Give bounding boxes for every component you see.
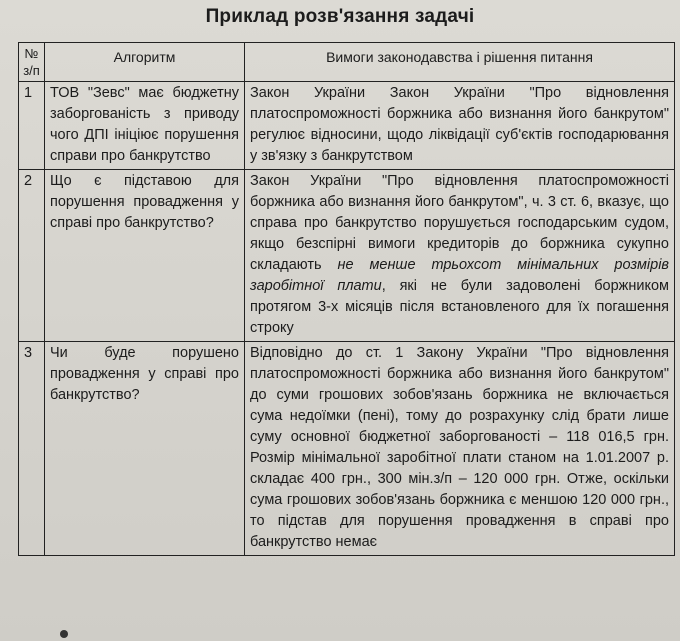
row-requirements: Відповідно до ст. 1 Закону України "Про відновлення платоспроможності боржника або визнання його банкрутом" до суми грошових зобов'язань боржника не включається сума недоїмки (пені), тому до розрахунку слід брати лише суму основної бюджетної заборгованості – 118 016,5 грн. Розмір мінімальної заробітної плати станом на 1.01.2007 р. складає 400 грн., 300 мін.з/п – 120 000 грн. Отже, оскільки сума грошових зобов'язань боржника є меншою 120 000 грн., то підстав для порушення провадження в справі про банкрутство немає [245,342,675,556]
requirements-text-start: Закон України "Про відновлення платоспроможності боржника або визнання його банкрутом", ч. 3 ст. 6, вказує, що справа про банкрутство порушується господарським судом, якщо безспірні вимоги кредиторів до боржника сукупно складають [250,173,669,273]
header-number-symbol: № [24,46,39,61]
requirements-text-end: , які не були задоволені боржником протягом 3-х місяців після встановленого для їх погашення строку [250,278,669,336]
header-algorithm: Алгоритм [45,43,245,82]
row-requirements: Закон України Закон України "Про відновлення платоспроможності боржника або визнання його банкрутом" регулює відносини, щодо ліквідації суб'єктів господарювання у зв'язку з банкрутством [245,82,675,170]
requirements-emphasis: не менше трьохсот мінімальних розмірів заробітної плати [250,257,669,294]
row-number: 1 [19,82,45,170]
table-header-row [19,43,675,82]
table-row [19,170,675,342]
table-row [19,82,675,170]
table-row [19,342,675,556]
row-algorithm: Що є підставою для порушення провадження у справі про банкрутство? [45,170,245,342]
page-title: Приклад розв'язання задачі [205,6,475,27]
header-number [19,43,45,82]
solution-table [18,42,675,556]
header-number-abbr: з/п [23,63,40,78]
row-requirements [245,170,675,342]
row-algorithm: Чи буде порушено провадження у справі про банкрутство? [45,342,245,556]
row-number: 2 [19,170,45,342]
header-requirements: Вимоги законодавства і рішення питання [245,43,675,82]
bullet-mark [60,630,68,638]
row-number: 3 [19,342,45,556]
row-algorithm: ТОВ "Зевс" має бюджетну заборгованість з приводу чого ДПІ ініціює порушення справи про банкрутство [45,82,245,170]
